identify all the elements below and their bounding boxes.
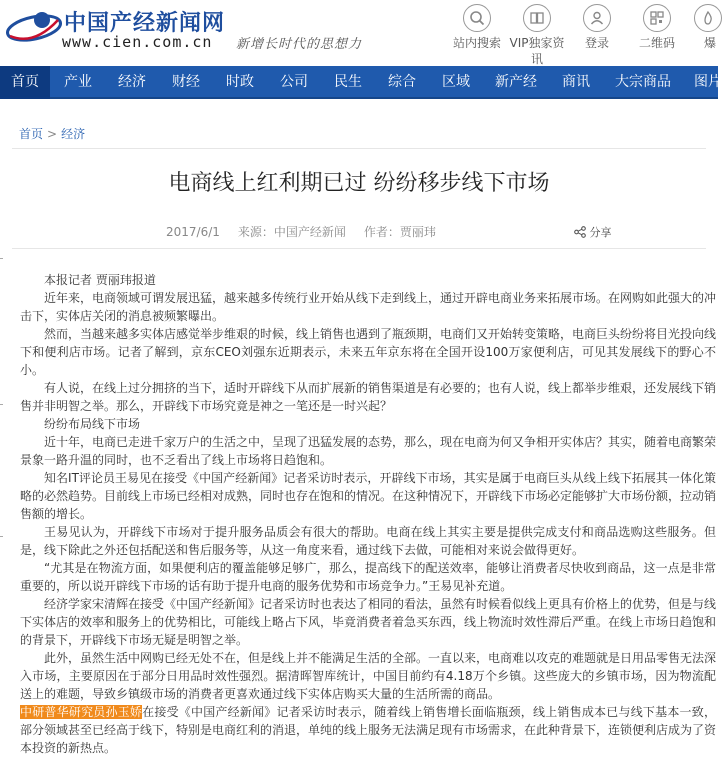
nav-item-politics[interactable]: 时政: [226, 74, 254, 90]
article-date: 2017/6/1: [166, 225, 220, 239]
nav-item-company[interactable]: 公司: [280, 74, 308, 90]
tool-label: 登录: [584, 36, 609, 50]
article-paragraph: 经济学家宋清辉在接受《中国产经新闻》记者采访时也表达了相同的看法，虽然有时候看似线上更具有价格上的优势，但是与线下实体店的效率和服务上的优势相比，可能线上略占下风，毕竟消费者着急买东西，线上物流时效性滞后严重。在线上市场日趋饱和的背景下，开辟线下市场无疑是明智之举。: [20, 597, 717, 647]
tool-label: 二维码: [638, 36, 675, 50]
article-paragraph: 王易见认为，开辟线下市场对于提升服务品质会有很大的帮助。电商在线上其实主要是提供完成支付和商品选购这些服务。但是，线下除此之外还包括配送和售后服务等，从这一角度来看，通过线下去做，可能相对来说会做得更好。: [20, 525, 716, 557]
qrcode-button[interactable]: [627, 4, 687, 66]
nav-item-finance[interactable]: 财经: [172, 74, 200, 90]
divider: [0, 536, 3, 537]
nav-item-business-news[interactable]: 商讯: [562, 74, 590, 90]
divider: [12, 248, 706, 249]
article-paragraph: 近十年，电商已走进千家万户的生活之中，呈现了迅猛发展的态势，那么，现在电商为何又争相开实体店？其实，随着电商繁荣景象一路升温的同时，也不乏看出了线上市场将日趋饱和。: [20, 435, 717, 467]
share-label: 分享: [589, 226, 612, 239]
article-paragraph: “尤其是在物流方面，如果便利店的覆盖能够足够广，那么，提高线下的配送效率，能够让消费者尽快收到商品，这一点是非常重要的，所以说开辟线下市场的话有助于提升电商的服务优势和市场竞争力。”王易见补充道。: [20, 561, 716, 593]
breadcrumb-separator: >: [47, 127, 58, 141]
article-paragraph: 近年来，电商领域可谓发展迅猛，越来越多传统行业开始从线下走到线上，通过开辟电商业务来拓展市场。在网购如此强大的冲击下，实体店关闭的消息被频繁曝出。: [20, 291, 717, 323]
nav-item-livelihood[interactable]: 民生: [334, 74, 362, 90]
divider: [0, 404, 3, 405]
breadcrumb-current[interactable]: 经济: [61, 127, 86, 141]
article-source: 来源：中国产经新闻: [237, 225, 346, 239]
hot-news-button[interactable]: [690, 4, 718, 66]
article-body: [20, 271, 716, 757]
nav-item-new-economy[interactable]: 新产经: [495, 74, 537, 90]
article-subheading: 纷纷布局线下市场: [44, 417, 141, 431]
breadcrumb: [19, 125, 85, 142]
article-paragraph: [20, 703, 716, 757]
article-paragraph: 知名IT评论员王易见在接受《中国产经新闻》记者采访时表示，开辟线下市场，其实是属于电商巨头从线上线下拓展其一体化策略的必然趋势。目前线上市场已经相对成熟，同时也存在饱和的情况。在这种情况下，开辟线下市场必定能够扩大市场份额，拉动销售额的增长。: [20, 471, 717, 521]
tool-label: VIP独家资讯: [509, 36, 565, 66]
nav-item-home[interactable]: 首页: [0, 66, 50, 99]
article-paragraph: 然而，当越来越多实体店感觉举步维艰的时候，线上销售也遇到了瓶颈期，电商们又开始转变策略，电商巨头纷纷将目光投向线下和便利店市场。记者了解到，京东CEO刘强东近期表示，未来五年京东将在全国开设100万家便利店，可见其发展线下的野心不小。: [20, 327, 717, 377]
article-title: 电商线上红利期已过 纷纷移步线下市场: [168, 171, 550, 196]
article-author: 作者：贾丽玮: [363, 225, 436, 239]
share-icon: [574, 226, 586, 238]
logo-text[interactable]: 中国产经新闻网: [64, 11, 226, 36]
site-header: [0, 0, 718, 66]
site-slogan: 新增长时代的思想力: [236, 37, 363, 52]
fire-icon: [700, 10, 716, 26]
tool-label: 站内搜索: [452, 36, 501, 50]
article-paragraph: 本报记者 贾丽玮报道: [44, 273, 156, 287]
vip-news-button[interactable]: [507, 4, 567, 66]
logo-url: www.cien.com.cn: [62, 33, 213, 51]
search-icon: [469, 10, 485, 26]
breadcrumb-home[interactable]: 首页: [19, 127, 44, 141]
logo-swoosh-icon: [4, 6, 64, 46]
highlighted-text[interactable]: 中研普华研究员孙玉娇: [20, 705, 143, 719]
share-button[interactable]: [574, 224, 612, 240]
nav-item-industry[interactable]: 产业: [64, 74, 92, 90]
article-paragraph-rest: 在接受《中国产经新闻》记者采访时表示，随着线上销售增长面临瓶颈，线上销售成本已与线下基本一致，部分领域甚至已经高于线下，特别是电商红利的消退，单纯的线上服务无法满足现有市场需求，在此种背景下，连锁便利店成为了资本投资的新热点。: [20, 705, 717, 755]
divider: [12, 148, 706, 149]
nav-item-general[interactable]: 综合: [388, 74, 416, 90]
divider: [0, 258, 3, 259]
nav-item-region[interactable]: 区域: [442, 74, 470, 90]
tool-label: 爆: [704, 36, 717, 50]
user-icon: [589, 10, 605, 26]
nav-item-commodities[interactable]: 大宗商品: [615, 74, 671, 90]
article-paragraph: 有人说，在线上过分拥挤的当下，适时开辟线下从而扩展新的销售渠道是有必要的；也有人说，线上都举步维艰，还发展线下销售并非明智之举。那么，开辟线下市场究竟是神之一笔还是一时兴起？: [20, 381, 717, 413]
article-meta: [166, 223, 454, 240]
book-icon: [529, 10, 545, 26]
article-paragraph: 此外，虽然生活中网购已经无处不在，但是线上并不能满足生活的全部。一直以来，电商难以攻克的难题就是日用品零售无法深入市场，主要原因在于部分日用品时效性强烈。据清晖智库统计，中国目前约有4.18万个乡镇。这些庞大的乡镇市场，因为物流配送上的难题，导致乡镇级市场的消费者更喜欢通过线下实体店购买大量的生活所需的商品。: [20, 651, 717, 701]
login-button[interactable]: [567, 4, 627, 66]
site-search-button[interactable]: [447, 4, 507, 66]
qrcode-icon: [649, 10, 665, 26]
nav-item-economy[interactable]: 经济: [118, 74, 146, 90]
main-nav: [0, 66, 722, 99]
nav-item-pictures[interactable]: 图片: [694, 74, 722, 90]
